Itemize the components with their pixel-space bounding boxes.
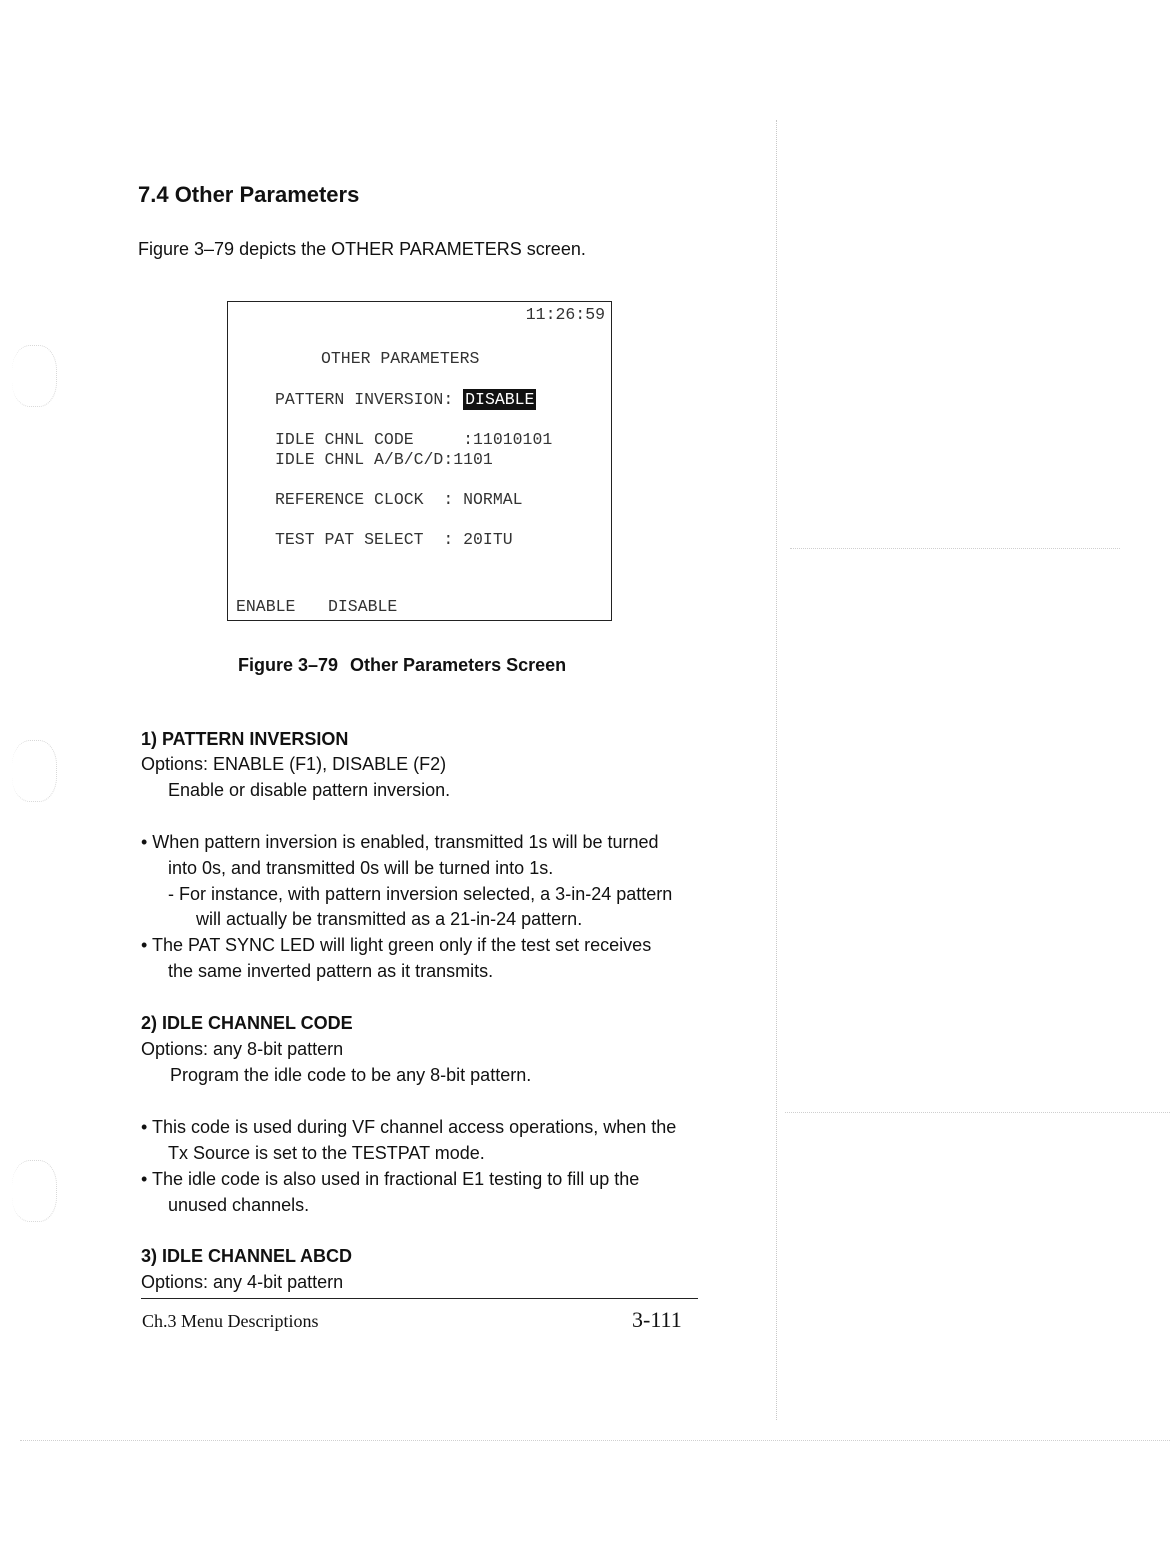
intro-paragraph: Figure 3–79 depicts the OTHER PARAMETERS screen. [138,239,586,259]
item1-bullet2-line2: the same inverted pattern as it transmits. [168,961,494,981]
item2-bullet1-line2: Tx Source is set to the TESTPAT mode. [168,1143,485,1163]
pattern-inversion-label: PATTERN INVERSION: [275,390,454,409]
page-number: 3-111 [632,1307,682,1332]
item3-heading: 3) IDLE CHANNEL ABCD [141,1246,353,1266]
scan-bottom-line [20,1440,1170,1441]
item2-heading: 2) IDLE CHANNEL CODE [141,1013,353,1033]
item1-sub1-line2: will actually be transmitted as a 21-in-24 pattern. [196,909,583,929]
punch-hole-mark [12,1160,57,1222]
item1-bullet2-line1: • The PAT SYNC LED will light green only if the test set receives [141,935,652,955]
item2-bullet1-line1: • This code is used during VF channel access operations, when the [141,1117,677,1137]
item2-bullet2-line1: • The idle code is also used in fractional E1 testing to fill up the [141,1169,640,1189]
item1-bullet1-line1: • When pattern inversion is enabled, transmitted 1s will be turned [141,832,659,852]
screen-title: OTHER PARAMETERS [321,349,480,368]
scan-fold-line [776,120,777,1420]
softkey-disable[interactable]: DISABLE [328,597,398,616]
figure-title: Other Parameters Screen [350,655,567,675]
reference-clock-row: REFERENCE CLOCK : NORMAL [275,490,523,509]
scan-dots [790,548,1120,549]
idle-chnl-code-row: IDLE CHNL CODE :11010101 [275,430,553,449]
footer-chapter: Ch.3 Menu Descriptions [142,1311,319,1331]
item2-bullet2-line2: unused channels. [168,1195,310,1215]
scan-dots [785,1112,1170,1113]
other-parameters-screen [227,301,612,621]
item1-options: Options: ENABLE (F1), DISABLE (F2) [141,754,447,774]
item1-sub1-line1: - For instance, with pattern inversion selected, a 3-in-24 pattern [168,884,673,904]
figure-caption [238,655,566,676]
item2-description: Program the idle code to be any 8-bit pattern. [170,1065,532,1085]
pattern-inversion-value[interactable]: DISABLE [465,390,535,409]
section-title: 7.4 Other Parameters [138,182,360,207]
screen-clock: 11:26:59 [525,305,605,324]
footer-rule [141,1298,698,1299]
softkey-enable[interactable]: ENABLE [236,597,296,616]
item2-options: Options: any 8-bit pattern [141,1039,344,1059]
item1-heading: 1) PATTERN INVERSION [141,729,349,749]
punch-hole-mark [12,345,57,407]
punch-hole-mark [12,740,57,802]
idle-chnl-abcd-row: IDLE CHNL A/B/C/D:1101 [275,450,493,469]
test-pat-select-row: TEST PAT SELECT : 20ITU [275,530,513,549]
figure-number: Figure 3–79 [238,655,339,675]
pattern-inversion-row [275,390,536,409]
item1-bullet1-line2: into 0s, and transmitted 0s will be turned into 1s. [168,858,554,878]
item1-description: Enable or disable pattern inversion. [168,780,451,800]
item3-options: Options: any 4-bit pattern [141,1272,344,1292]
